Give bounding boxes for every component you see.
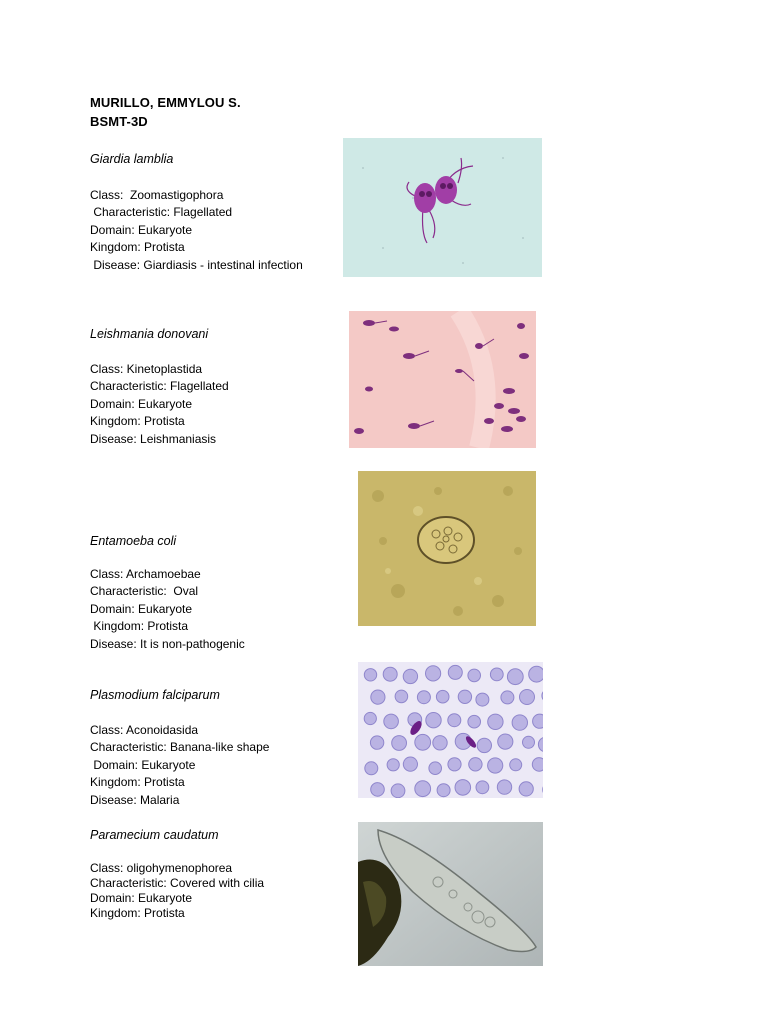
species-info (90, 361, 229, 448)
info-line: Class: Archamoebae (90, 567, 201, 581)
info-line: Characteristic: Covered with cilia (90, 876, 265, 890)
info-line: Domain: Eukaryote (90, 396, 193, 411)
info-line: Disease: Leishmaniasis (90, 431, 217, 446)
info-line: Domain: Eukaryote (90, 222, 193, 237)
info-line: Disease: Malaria (90, 792, 180, 807)
info-line: Disease: It is non-pathogenic (90, 636, 245, 651)
species-info (90, 566, 245, 653)
info-line: Kingdom: Protista (90, 775, 185, 790)
paramecium-micrograph (358, 822, 543, 966)
plasmodium-micrograph (358, 662, 543, 798)
info-line: Disease: Giardiasis - intestinal infection (90, 257, 303, 272)
species-name: Paramecium caudatum (90, 828, 219, 842)
info-line: Kingdom: Protista (90, 906, 185, 920)
student-section: BSMT-3D (90, 114, 148, 129)
info-line: Domain: Eukaryote (90, 601, 193, 616)
info-line: Kingdom: Protista (90, 414, 185, 429)
species-info (90, 722, 269, 809)
info-line: Characteristic: Banana-like shape (90, 740, 270, 755)
info-line: Class: Aconoidasida (90, 723, 199, 737)
info-line: Kingdom: Protista (90, 619, 189, 634)
info-line: Class: Zoomastigophora (90, 188, 224, 202)
species-info (90, 187, 303, 274)
info-line: Class: oligohymenophorea (90, 861, 233, 875)
species-name: Leishmania donovani (90, 327, 209, 341)
info-line: Domain: Eukaryote (90, 891, 193, 905)
student-name: MURILLO, EMMYLOU S. (90, 95, 241, 110)
species-name: Entamoeba coli (90, 534, 177, 548)
info-line: Characteristic: Flagellated (90, 205, 233, 220)
info-line: Domain: Eukaryote (90, 757, 196, 772)
info-line: Kingdom: Protista (90, 240, 185, 255)
species-name: Giardia lamblia (90, 152, 174, 166)
info-line: Characteristic: Oval (90, 584, 199, 599)
species-name: Plasmodium falciparum (90, 688, 220, 702)
info-line: Characteristic: Flagellated (90, 379, 229, 394)
entamoeba-micrograph (358, 471, 536, 626)
leishmania-micrograph (349, 311, 536, 448)
species-info (90, 861, 264, 921)
info-line: Class: Kinetoplastida (90, 362, 203, 376)
giardia-micrograph (343, 138, 542, 277)
